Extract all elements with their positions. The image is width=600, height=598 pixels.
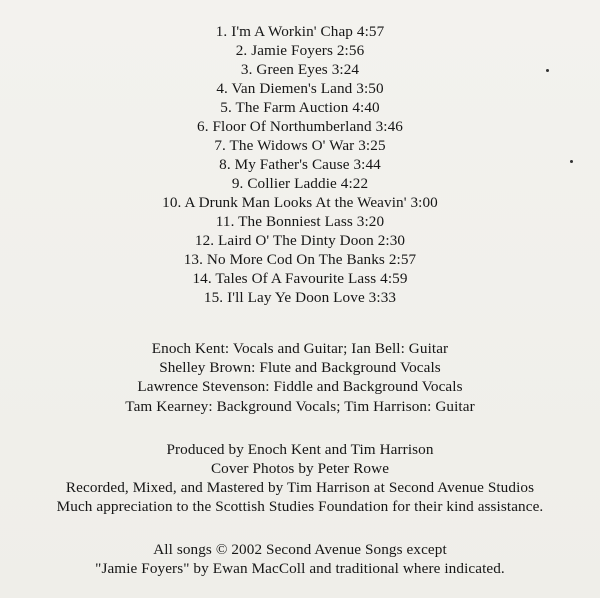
track-8: 8. My Father's Cause 3:44 <box>219 156 381 173</box>
track-4: 4. Van Diemen's Land 3:50 <box>216 80 384 97</box>
track-14: 14. Tales Of A Favourite Lass 4:59 <box>192 270 408 287</box>
track-13: 13. No More Cod On The Banks 2:57 <box>183 251 417 268</box>
musician-line-4: Tam Kearney: Background Vocals; Tim Harrison: Guitar <box>125 398 475 415</box>
track-15: 15. I'll Lay Ye Doon Love 3:33 <box>203 289 397 306</box>
track-1: 1. I'm A Workin' Chap 4:57 <box>215 23 385 40</box>
musician-line-2: Shelley Brown: Flute and Background Vocals <box>159 359 441 376</box>
track-12: 12. Laird O' The Dinty Doon 2:30 <box>194 232 406 249</box>
track-10: 10. A Drunk Man Looks At the Weavin' 3:00 <box>162 194 438 211</box>
scan-speck <box>546 69 549 72</box>
track-6: 6. Floor Of Northumberland 3:46 <box>197 118 403 135</box>
scan-speck <box>570 160 573 163</box>
credit-line-3: Recorded, Mixed, and Mastered by Tim Harrison at Second Avenue Studios <box>65 479 535 496</box>
credit-line-2: Cover Photos by Peter Rowe <box>210 460 390 477</box>
track-11: 11. The Bonniest Lass 3:20 <box>215 213 385 230</box>
copyright-line-1: All songs © 2002 Second Avenue Songs except <box>153 541 447 558</box>
track-7: 7. The Widows O' War 3:25 <box>214 137 386 154</box>
track-9: 9. Collier Laddie 4:22 <box>231 175 369 192</box>
track-2: 2. Jamie Foyers 2:56 <box>235 42 365 59</box>
track-3: 3. Green Eyes 3:24 <box>240 61 360 78</box>
copyright-line-2: "Jamie Foyers" by Ewan MacColl and traditional where indicated. <box>95 560 505 577</box>
musician-line-3: Lawrence Stevenson: Fiddle and Background Vocals <box>137 378 463 395</box>
track-5: 5. The Farm Auction 4:40 <box>220 99 380 116</box>
credit-line-4: Much appreciation to the Scottish Studies Foundation for their kind assistance. <box>56 498 544 515</box>
credit-line-1: Produced by Enoch Kent and Tim Harrison <box>166 441 434 458</box>
musician-line-1: Enoch Kent: Vocals and Guitar; Ian Bell: Guitar <box>151 340 449 357</box>
